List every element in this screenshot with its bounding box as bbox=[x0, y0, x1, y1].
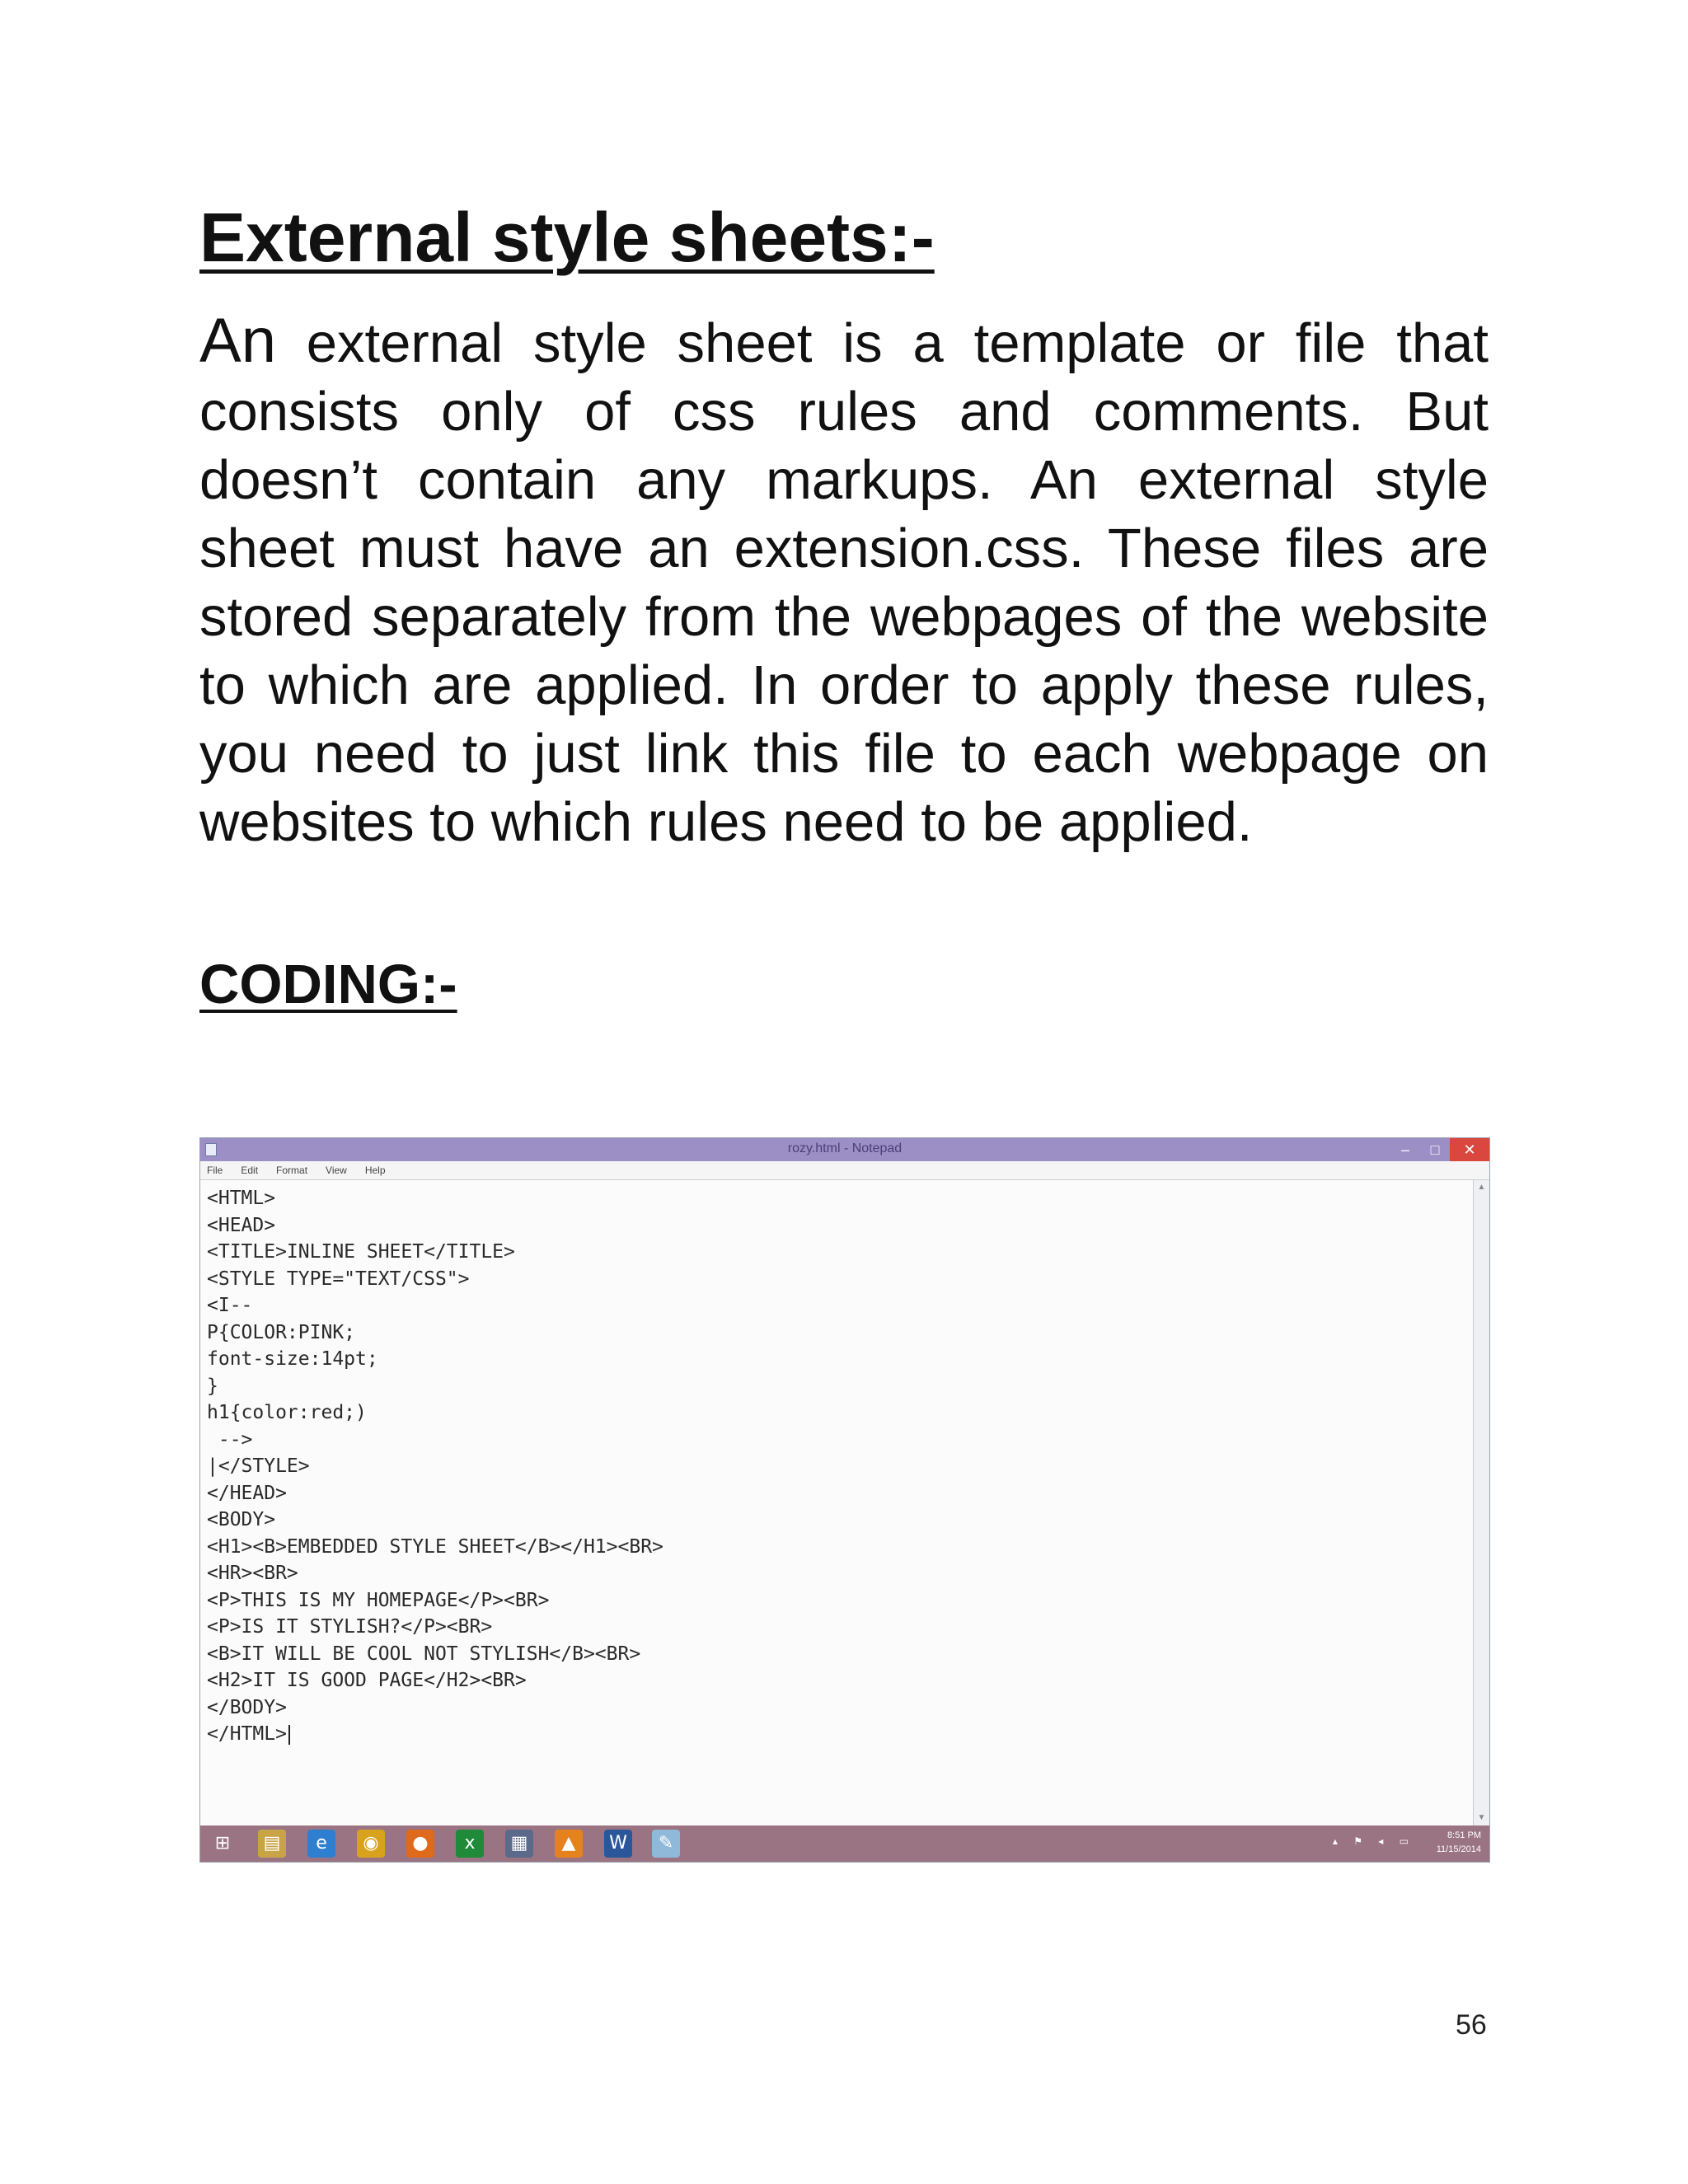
code-line: <TITLE>INLINE SHEET</TITLE> bbox=[207, 1241, 515, 1263]
notepad-icon[interactable]: ✎ bbox=[652, 1830, 680, 1858]
section-heading: External style sheets:- bbox=[199, 199, 935, 276]
code-line: <P>IS IT STYLISH?</P><BR> bbox=[207, 1616, 493, 1638]
code-line: <STYLE TYPE="TEXT/CSS"> bbox=[207, 1268, 470, 1290]
code-line: <P>THIS IS MY HOMEPAGE</P><BR> bbox=[207, 1589, 550, 1611]
word-icon[interactable]: W bbox=[604, 1830, 632, 1858]
menu-edit[interactable]: Edit bbox=[241, 1165, 259, 1176]
system-tray-icons[interactable]: ▴ ⚑ ◂ ▭ bbox=[1332, 1835, 1415, 1847]
internet-explorer-icon[interactable]: e bbox=[307, 1830, 335, 1858]
code-line: <I-- bbox=[207, 1295, 253, 1316]
menu-bar bbox=[200, 1161, 1489, 1180]
code-line: </BODY> bbox=[207, 1696, 287, 1718]
code-line: </HTML> bbox=[207, 1721, 663, 1748]
firefox-icon[interactable]: ● bbox=[406, 1830, 434, 1858]
code-line: |</STYLE> bbox=[207, 1455, 310, 1477]
code-line: <H2>IT IS GOOD PAGE</H2><BR> bbox=[207, 1670, 527, 1691]
maximize-button[interactable]: □ bbox=[1430, 1141, 1440, 1158]
paragraph-first-word: An bbox=[199, 306, 276, 376]
windows-start-icon[interactable]: ⊞ bbox=[209, 1830, 237, 1858]
notepad-screenshot bbox=[199, 1137, 1490, 1863]
vertical-scrollbar[interactable] bbox=[1473, 1180, 1489, 1825]
taskbar-clock[interactable] bbox=[1437, 1829, 1481, 1857]
close-button[interactable]: ✕ bbox=[1450, 1138, 1489, 1161]
scroll-down-icon[interactable]: ▼ bbox=[1477, 1813, 1486, 1822]
code-line: --> bbox=[207, 1428, 253, 1451]
text-editor-area[interactable] bbox=[200, 1180, 1473, 1825]
window-titlebar bbox=[200, 1138, 1489, 1161]
code-line: h1{color:red;) bbox=[207, 1402, 367, 1423]
file-explorer-icon[interactable]: ▤ bbox=[258, 1830, 286, 1858]
scroll-up-icon[interactable]: ▲ bbox=[1477, 1183, 1486, 1192]
coding-heading: CODING:- bbox=[199, 954, 457, 1015]
code-line: <HEAD> bbox=[207, 1214, 276, 1236]
code-text bbox=[207, 1185, 663, 1748]
code-line: <B>IT WILL BE COOL NOT STYLISH</B><BR> bbox=[207, 1643, 641, 1665]
excel-icon[interactable]: x bbox=[456, 1830, 484, 1858]
clock-date: 11/15/2014 bbox=[1436, 1844, 1481, 1854]
vlc-icon[interactable]: ▲ bbox=[555, 1830, 583, 1858]
windows-taskbar bbox=[200, 1825, 1489, 1862]
text-caret bbox=[288, 1725, 290, 1745]
minimize-button[interactable]: – bbox=[1400, 1141, 1409, 1158]
menu-help[interactable]: Help bbox=[364, 1165, 386, 1176]
code-line: font-size:14pt; bbox=[207, 1348, 378, 1370]
chrome-icon[interactable]: ◉ bbox=[357, 1830, 385, 1858]
code-line: } bbox=[207, 1375, 218, 1397]
menu-view[interactable]: View bbox=[326, 1165, 347, 1176]
calculator-icon[interactable]: ▦ bbox=[505, 1830, 533, 1858]
code-line: <H1><B>EMBEDDED STYLE SHEET</B></H1><BR> bbox=[207, 1535, 663, 1558]
code-line: P{COLOR:PINK; bbox=[207, 1321, 356, 1343]
body-paragraph bbox=[199, 307, 1489, 856]
code-line: </HEAD> bbox=[207, 1482, 287, 1504]
page-number: 56 bbox=[1456, 2009, 1487, 2041]
code-line: <HTML> bbox=[207, 1188, 276, 1209]
code-line: <HR><BR> bbox=[207, 1563, 298, 1584]
clock-time: 8:51 PM bbox=[1447, 1830, 1481, 1840]
paragraph-text: external style sheet is a template or file that consists only of css rules and comments. But doesn’t contain any markups. An external style sheet must have an extension.css. These files are stored separately from the webpages of the website to which are applied. In order to apply these rules, you need to just link this file to each webpage on websites to which rules need to be applied. bbox=[199, 312, 1489, 853]
code-line: <BODY> bbox=[207, 1509, 276, 1530]
window-title: rozy.html - Notepad bbox=[787, 1141, 903, 1155]
menu-file[interactable]: File bbox=[207, 1165, 223, 1176]
menu-format[interactable]: Format bbox=[276, 1165, 308, 1176]
